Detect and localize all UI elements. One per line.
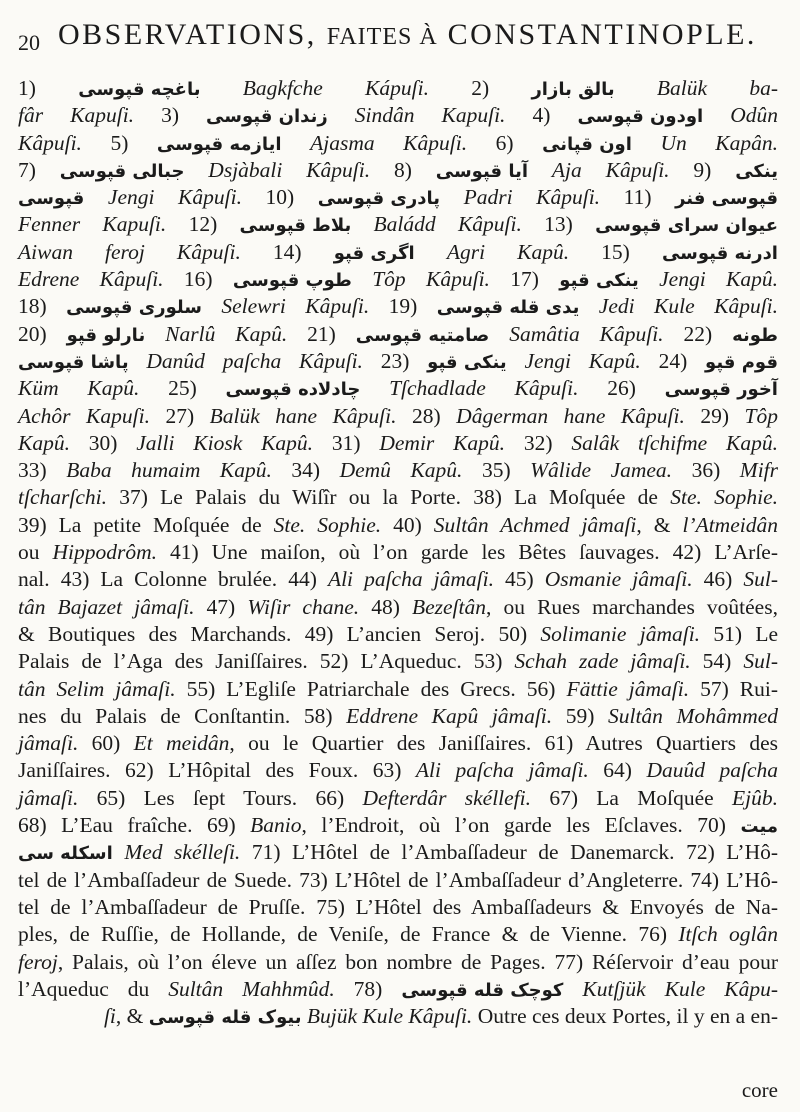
turkish-transliteration: tân Selim jâmaſi. bbox=[18, 676, 176, 701]
text-run: 57) Rui- bbox=[689, 676, 779, 701]
text-run: 17) bbox=[489, 267, 560, 292]
text-run: ou bbox=[18, 540, 53, 565]
turkish-transliteration: Tôp Kâpuſi. bbox=[372, 267, 490, 292]
turkish-transliteration: Dsjàbali Kâpuſi. bbox=[208, 157, 371, 182]
turkish-transliteration: Bezeſtân bbox=[411, 594, 487, 619]
turkish-transliteration: Sultân Mohâmmed bbox=[607, 703, 779, 728]
text-run: 25) bbox=[139, 376, 226, 401]
ottoman-script-name: ینکی قپو bbox=[559, 270, 639, 292]
turkish-transliteration: Bujük Kule Kâpuſi. bbox=[306, 1004, 473, 1029]
text-run: tel de l’Ambaſſadeur de Pruſſe. 75) L’Hôtel des Ambaſſadeurs & Envoyés de Na- bbox=[18, 894, 778, 919]
catchword: core bbox=[741, 1078, 778, 1102]
text-run bbox=[129, 349, 147, 373]
text-run: 21) bbox=[287, 321, 356, 346]
text-run: Palais de l’Aga des Janiſſaires. 52) L’Aqueduc. 53) bbox=[18, 649, 515, 674]
turkish-transliteration: Dâgerman hane Kâpuſi. bbox=[456, 403, 685, 428]
text-line bbox=[18, 266, 778, 293]
text-line bbox=[18, 785, 778, 812]
text-line bbox=[18, 648, 778, 675]
ottoman-script-name: زندان قپوسی bbox=[206, 106, 328, 128]
text-run: 29) bbox=[684, 403, 745, 428]
turkish-transliteration: Jengi Kapû. bbox=[659, 267, 779, 292]
turkish-transliteration: Mifr bbox=[739, 458, 779, 483]
text-run: 15) bbox=[569, 239, 662, 264]
text-run: 6) bbox=[467, 130, 543, 155]
text-run bbox=[615, 76, 657, 100]
turkish-transliteration: Wâlide Jamea. bbox=[530, 458, 673, 483]
text-run: 7) bbox=[18, 157, 60, 182]
text-run: 54) bbox=[690, 649, 744, 674]
ottoman-script-name: آیا قپوسی bbox=[435, 160, 529, 182]
text-line bbox=[18, 321, 778, 348]
text-run bbox=[579, 294, 598, 318]
turkish-transliteration: Fenner Kapuſi. bbox=[18, 212, 167, 237]
ottoman-script-name: یدی قله قپوسی bbox=[436, 297, 580, 319]
text-run: 8) bbox=[370, 157, 436, 182]
text-run: 11) bbox=[600, 185, 676, 210]
running-title bbox=[58, 18, 757, 52]
text-run: 9) bbox=[669, 157, 736, 182]
text-run: nal. 43) La Colonne brulée. 44) bbox=[18, 567, 328, 592]
text-line bbox=[18, 703, 778, 730]
text-run: 36) bbox=[672, 458, 740, 483]
text-line bbox=[18, 757, 778, 784]
text-line bbox=[18, 375, 778, 402]
ottoman-script-name: صامتیه قپوسی bbox=[355, 324, 490, 346]
text-line bbox=[18, 457, 778, 484]
turkish-transliteration: Itſch oglân bbox=[678, 922, 779, 947]
turkish-transliteration: Kutſjük Kule Kâpu- bbox=[582, 976, 779, 1001]
turkish-transliteration: Fättie jâmaſi. bbox=[566, 676, 690, 701]
ottoman-script-name: میت bbox=[740, 816, 778, 838]
turkish-transliteration: Selewri Kâpuſi. bbox=[221, 294, 370, 319]
text-run: 37) Le Palais du Wiſîr ou la Porte. 38) La Moſquée de bbox=[106, 485, 671, 510]
turkish-transliteration: tſcharſchi. bbox=[18, 485, 107, 510]
text-line bbox=[18, 430, 778, 457]
turkish-transliteration: Danûd paſcha Kâpuſi. bbox=[146, 348, 363, 373]
text-line bbox=[18, 512, 778, 539]
text-run: , & bbox=[115, 1004, 149, 1029]
text-line bbox=[18, 211, 778, 238]
running-title-part-1: OBSERVATIONS, bbox=[58, 18, 317, 51]
text-line bbox=[18, 812, 778, 839]
text-line bbox=[18, 157, 778, 184]
text-run: nes du Palais de Conſtantin. 58) bbox=[18, 703, 347, 728]
turkish-transliteration: Eddrene Kapû jâmaſi. bbox=[346, 703, 553, 728]
text-line bbox=[18, 403, 778, 430]
text-line bbox=[18, 566, 778, 593]
text-run bbox=[113, 840, 125, 864]
text-line bbox=[18, 839, 778, 866]
turkish-transliteration: tân Bajazet jâmaſi. bbox=[18, 594, 195, 619]
turkish-transliteration: Samâtia Kâpuſi. bbox=[509, 321, 664, 346]
text-run: , ou le Quartier des Janiſſaires. 61) Autres Quartiers des bbox=[229, 731, 778, 756]
ottoman-script-name: ایازمه قپوسی bbox=[156, 133, 282, 155]
ottoman-script-name: اون قپانی bbox=[542, 133, 632, 155]
text-run: , ou Rues marchandes voûtées, bbox=[486, 594, 778, 619]
turkish-transliteration: Agri Kapû. bbox=[446, 239, 570, 264]
ottoman-script-name: اسکله سی bbox=[18, 843, 113, 865]
turkish-transliteration: Jengi Kâpuſi. bbox=[107, 185, 242, 210]
text-line bbox=[18, 730, 778, 757]
ottoman-script-name: سلوری قپوسی bbox=[66, 297, 202, 319]
ottoman-script-name: ادرنه قپوسی bbox=[661, 242, 778, 264]
text-run: 5) bbox=[81, 130, 157, 155]
turkish-transliteration: Osmanie jâmaſi. bbox=[544, 567, 693, 592]
turkish-transliteration: Defterdâr skéllefi. bbox=[362, 785, 532, 810]
turkish-transliteration: Padri Kâpuſi. bbox=[463, 185, 601, 210]
body-text bbox=[18, 75, 778, 1030]
text-line bbox=[18, 239, 778, 266]
turkish-transliteration: Baba humaim Kapû. bbox=[66, 458, 272, 483]
text-run: 16) bbox=[163, 267, 233, 292]
text-line bbox=[18, 293, 778, 320]
text-run: 55) L’Egliſe Patriarchale des Grecs. 56) bbox=[175, 676, 567, 701]
text-line bbox=[18, 867, 778, 894]
ottoman-script-name: ینکی قپو bbox=[427, 351, 507, 373]
text-run: 41) Une maiſon, où l’on garde les Bêtes ſauvages. 42) L’Arſe- bbox=[157, 540, 779, 565]
text-run bbox=[282, 131, 311, 155]
text-run bbox=[415, 240, 447, 264]
turkish-transliteration: ſi bbox=[103, 1004, 116, 1029]
text-line bbox=[18, 539, 778, 566]
text-run: 78) bbox=[334, 976, 402, 1001]
ottoman-script-name: باغچه قپوسی bbox=[78, 79, 201, 100]
text-run: 48) bbox=[359, 594, 412, 619]
text-run: 19) bbox=[369, 294, 437, 319]
text-run bbox=[184, 158, 208, 182]
text-run: 65) Les ſept Tours. 66) bbox=[78, 785, 363, 810]
ottoman-script-name: طونه bbox=[732, 324, 778, 346]
turkish-transliteration: Aja Kâpuſi. bbox=[551, 157, 670, 182]
turkish-transliteration: Jedi Kule Kâpuſi. bbox=[598, 294, 779, 319]
ottoman-script-name: بالق بازار bbox=[531, 79, 615, 100]
text-line bbox=[18, 102, 778, 129]
text-run: 68) L’Eau fraîche. 69) bbox=[18, 813, 251, 838]
ottoman-script-name: اگری قپو bbox=[333, 242, 415, 264]
text-line bbox=[18, 949, 778, 976]
text-run bbox=[351, 212, 373, 236]
text-run: , l’Endroit, où l’on garde les Eſclaves. 70) bbox=[301, 813, 741, 838]
running-title-part-3: CONSTANTINOPLE. bbox=[447, 18, 757, 51]
turkish-transliteration: Banio bbox=[250, 813, 302, 838]
text-run: 1) bbox=[18, 76, 79, 100]
ottoman-script-name: بیوک قله قپوسی bbox=[148, 1007, 302, 1029]
ottoman-script-name: اودون قپوسی bbox=[577, 106, 704, 128]
ottoman-script-name: بلاط قپوسی bbox=[239, 215, 352, 237]
text-run: 51) Le bbox=[700, 621, 778, 646]
text-run bbox=[489, 322, 509, 346]
ottoman-script-name: جبالی قپوسی bbox=[59, 160, 185, 182]
text-run: 4) bbox=[505, 103, 578, 128]
text-line bbox=[18, 348, 778, 375]
text-line bbox=[18, 621, 778, 648]
turkish-transliteration: Balük ba- bbox=[656, 76, 778, 100]
text-run: 10) bbox=[241, 185, 318, 210]
text-run: 34) bbox=[271, 458, 340, 483]
text-run: , Palais, où l’on éleve un aſſez bon nombre de Pages. 77) Réſervoir d’eau pour bbox=[57, 949, 778, 974]
ottoman-script-name: پادری قپوسی bbox=[317, 188, 440, 210]
text-run: 64) bbox=[588, 758, 647, 783]
turkish-transliteration: jâmaſi. bbox=[18, 731, 79, 756]
text-run: 12) bbox=[166, 212, 240, 237]
text-run: 46) bbox=[692, 567, 744, 592]
turkish-transliteration: Tſchadlade Kâpuſi. bbox=[389, 376, 579, 401]
turkish-transliteration: Aiwan feroj Kâpuſi. bbox=[18, 239, 241, 264]
turkish-transliteration: Kâpuſi. bbox=[18, 130, 82, 155]
text-run bbox=[328, 103, 355, 127]
text-run: 33) bbox=[18, 458, 67, 483]
text-run: 23) bbox=[362, 348, 428, 373]
turkish-transliteration: Hippodrôm. bbox=[52, 540, 158, 565]
turkish-transliteration: Achôr Kapuſi. bbox=[18, 403, 150, 428]
text-run: , & bbox=[636, 512, 683, 537]
ottoman-script-name: قوم قپو bbox=[705, 351, 778, 373]
turkish-transliteration: Jalli Kiosk Kapû. bbox=[136, 430, 314, 455]
text-run: 3) bbox=[134, 103, 207, 128]
ottoman-script-name: نارلو قپو bbox=[66, 324, 146, 346]
text-line bbox=[18, 594, 778, 621]
text-run: 13) bbox=[521, 212, 596, 237]
text-run: Outre ces deux Portes, il y en a en- bbox=[472, 1004, 778, 1029]
turkish-transliteration: Med skélleſi. bbox=[124, 840, 241, 865]
text-run bbox=[145, 322, 165, 346]
turkish-transliteration: Küm Kapû. bbox=[18, 376, 140, 401]
text-run bbox=[201, 76, 243, 100]
turkish-transliteration: fâr Kapuſi. bbox=[18, 103, 135, 128]
text-run bbox=[84, 185, 108, 209]
running-title-part-2: FAITES À bbox=[326, 24, 438, 50]
turkish-transliteration: Tôp bbox=[744, 403, 778, 428]
turkish-transliteration: Demir Kapû. bbox=[379, 430, 506, 455]
turkish-transliteration: Jengi Kapû. bbox=[524, 348, 641, 373]
text-run bbox=[563, 977, 582, 1001]
text-run: & Boutiques des Marchands. 49) L’ancien Seroj. 50) bbox=[18, 621, 541, 646]
ottoman-script-name: عیوان سرای قپوسی bbox=[595, 215, 778, 237]
turkish-transliteration: Bagkfche Kápuſi. bbox=[242, 76, 429, 100]
text-line bbox=[18, 1003, 778, 1030]
text-run: 14) bbox=[240, 239, 334, 264]
text-run: 18) bbox=[18, 294, 67, 319]
turkish-transliteration: Ali paſcha jâmaſi. bbox=[327, 567, 494, 592]
turkish-transliteration: Salâk tſchifme Kapû. bbox=[571, 430, 778, 455]
turkish-transliteration: Sultân Mahhmûd. bbox=[168, 976, 335, 1001]
text-run bbox=[528, 158, 552, 182]
text-run: 20) bbox=[18, 321, 67, 346]
turkish-transliteration: Baládd Kâpuſi. bbox=[373, 212, 522, 237]
text-run bbox=[440, 185, 464, 209]
text-run: 47) bbox=[194, 594, 248, 619]
turkish-transliteration: Ste. Sophie. bbox=[670, 485, 778, 510]
text-run: 35) bbox=[462, 458, 531, 483]
turkish-transliteration: Wiſir chane. bbox=[247, 594, 360, 619]
text-line bbox=[18, 184, 778, 211]
turkish-transliteration: Sul- bbox=[743, 649, 778, 674]
turkish-transliteration: Ejûb. bbox=[732, 785, 778, 810]
text-run bbox=[202, 294, 221, 318]
text-run: 40) bbox=[381, 512, 434, 537]
text-line bbox=[18, 976, 778, 1003]
turkish-transliteration: Balük hane Kâpuſi. bbox=[209, 403, 397, 428]
turkish-transliteration: Solimanie jâmaſi. bbox=[540, 621, 701, 646]
text-run: 71) L’Hôtel de l’Ambaſſadeur de Danemarck. 72) L’Hô- bbox=[240, 840, 779, 865]
turkish-transliteration: Un Kapân. bbox=[660, 130, 778, 155]
text-run: Janiſſaires. 62) L’Hôpital des Foux. 63) bbox=[18, 758, 416, 783]
page-header bbox=[18, 18, 788, 58]
text-run bbox=[352, 267, 372, 291]
turkish-transliteration: Dauûd paſcha bbox=[646, 758, 779, 783]
text-run: 32) bbox=[505, 430, 572, 455]
text-run bbox=[703, 103, 730, 127]
text-run: 59) bbox=[552, 703, 608, 728]
ottoman-script-name: آخور قپوسی bbox=[664, 379, 778, 401]
turkish-transliteration: Ali paſcha jâmaſi. bbox=[415, 758, 589, 783]
text-run: ples, de Ruſſie, de Hollande, de Veniſe, de France & de Vienne. 76) bbox=[18, 922, 679, 947]
text-line bbox=[18, 921, 778, 948]
text-line bbox=[18, 894, 778, 921]
text-run: 24) bbox=[640, 348, 706, 373]
text-run bbox=[639, 267, 659, 291]
text-run bbox=[632, 131, 661, 155]
turkish-transliteration: Edrene Kâpuſi. bbox=[18, 267, 164, 292]
text-run: 26) bbox=[578, 376, 665, 401]
text-line bbox=[18, 130, 778, 157]
text-run: 27) bbox=[149, 403, 210, 428]
turkish-transliteration: Demû Kapû. bbox=[339, 458, 463, 483]
ottoman-script-name: قپوسی فنر bbox=[675, 188, 778, 210]
turkish-transliteration: Sultân Achmed jâmaſi bbox=[433, 512, 637, 537]
text-run: 22) bbox=[663, 321, 733, 346]
text-line bbox=[18, 676, 778, 703]
text-line bbox=[18, 484, 778, 511]
page-number: 20 bbox=[18, 30, 40, 55]
text-run: 2) bbox=[428, 76, 532, 100]
text-run: 60) bbox=[78, 731, 134, 756]
ottoman-script-name: پاشا قپوسی bbox=[18, 351, 129, 373]
ottoman-script-name: طوپ قپوسی bbox=[232, 270, 352, 292]
turkish-transliteration: Kapû. bbox=[18, 430, 70, 455]
turkish-transliteration: Sindân Kapuſi. bbox=[354, 103, 506, 128]
turkish-transliteration: Schah zade jâmaſi. bbox=[514, 649, 691, 674]
text-run: 39) La petite Moſquée de bbox=[18, 512, 274, 537]
turkish-transliteration: Odûn bbox=[730, 103, 779, 128]
text-run bbox=[507, 349, 525, 373]
turkish-transliteration: jâmaſi. bbox=[18, 785, 79, 810]
ottoman-script-name: قپوسی bbox=[18, 188, 85, 210]
text-run bbox=[360, 376, 389, 400]
turkish-transliteration: Ste. Sophie. bbox=[273, 512, 382, 537]
turkish-transliteration: feroj bbox=[18, 949, 58, 974]
text-run: 67) La Moſquée bbox=[531, 785, 733, 810]
text-run: 45) bbox=[493, 567, 545, 592]
text-run: l’Aqueduc du bbox=[18, 976, 169, 1001]
text-run: 28) bbox=[396, 403, 457, 428]
text-run: 31) bbox=[313, 430, 380, 455]
turkish-transliteration: Sul- bbox=[743, 567, 778, 592]
text-run: tel de l’Ambaſſadeur de Suede. 73) L’Hôtel de l’Ambaſſadeur d’Angleterre. 74) L’Hô- bbox=[18, 867, 778, 892]
text-line bbox=[18, 75, 778, 102]
text-run: 30) bbox=[69, 430, 137, 455]
turkish-transliteration: Ajasma Kâpuſi. bbox=[310, 130, 468, 155]
turkish-transliteration: Et meidân bbox=[133, 731, 230, 756]
ottoman-script-name: کوچک قله قپوسی bbox=[401, 979, 564, 1001]
ottoman-script-name: چادلاده قپوسی bbox=[225, 379, 361, 401]
turkish-transliteration: l’Atmeidân bbox=[682, 512, 778, 537]
turkish-transliteration: Narlû Kapû. bbox=[165, 321, 288, 346]
ottoman-script-name: ینکی bbox=[735, 160, 778, 182]
